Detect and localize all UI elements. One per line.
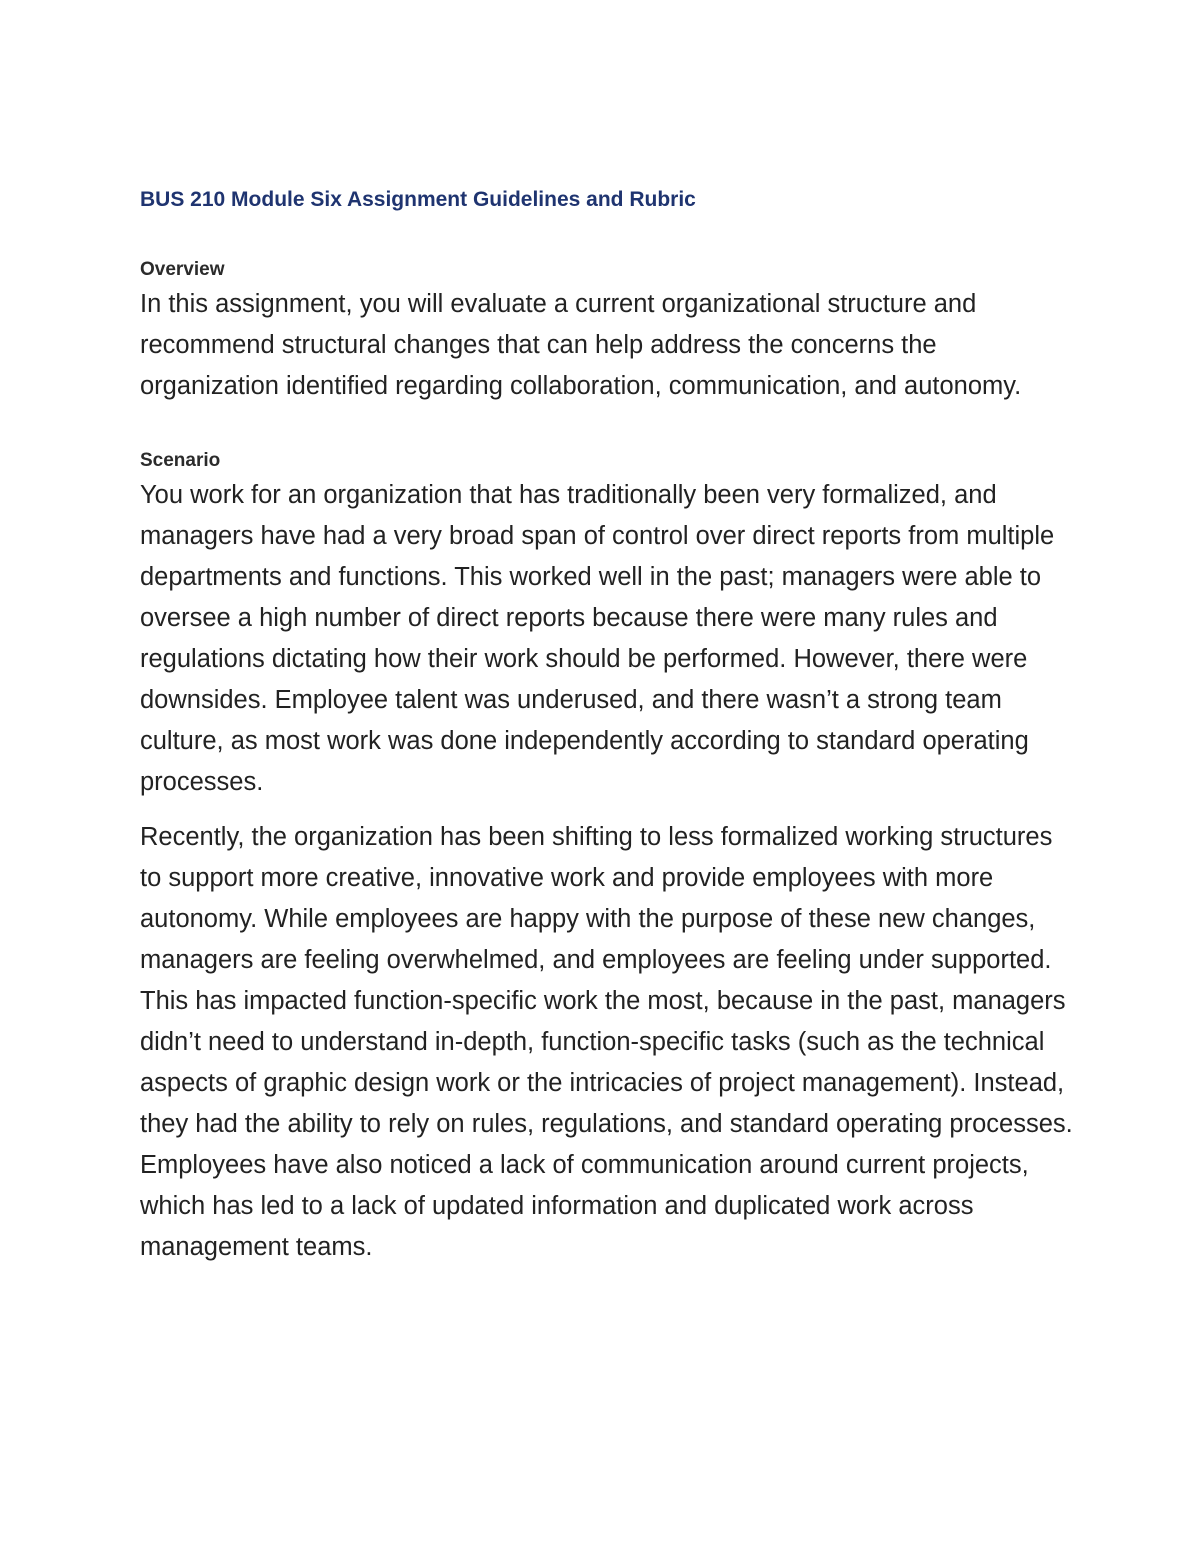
scenario-paragraph-1: You work for an organization that has traditionally been very formalized, and managers have had a very broad span of control over direct reports from multiple departments and functions. This worked well in the past; managers were able to oversee a high number of direct reports because there were many rules and regulations dictating how their work should be performed. However, there were downsides. Employee talent was underused, and there wasn’t a strong team culture, as most work was done independently according to standard operating processes. <box>140 481 1055 796</box>
overview-paragraph: In this assignment, you will evaluate a current organizational structure and recommend structural changes that can help address the concerns the organization identified regarding collaboration, communication, and autonomy. <box>140 290 1022 400</box>
document-content <box>140 184 1075 1268</box>
scenario-heading: Scenario <box>140 450 221 471</box>
overview-heading: Overview <box>140 259 225 280</box>
document-title: BUS 210 Module Six Assignment Guidelines and Rubric <box>140 188 696 211</box>
scenario-paragraph-2: Recently, the organization has been shifting to less formalized working structures to support more creative, innovative work and provide employees with more autonomy. While employees are happy with the purpose of these new changes, managers are feeling overwhelmed, and employees are feeling under supported. This has impacted function-specific work the most, because in the past, managers didn’t need to understand in-depth, function-specific tasks (such as the technical aspects of graphic design work or the intricacies of project management). Instead, they had the ability to rely on rules, regulations, and standard operating processes. Employees have also noticed a lack of communication around current projects, which has led to a lack of updated information and duplicated work across management teams. <box>140 823 1073 1261</box>
